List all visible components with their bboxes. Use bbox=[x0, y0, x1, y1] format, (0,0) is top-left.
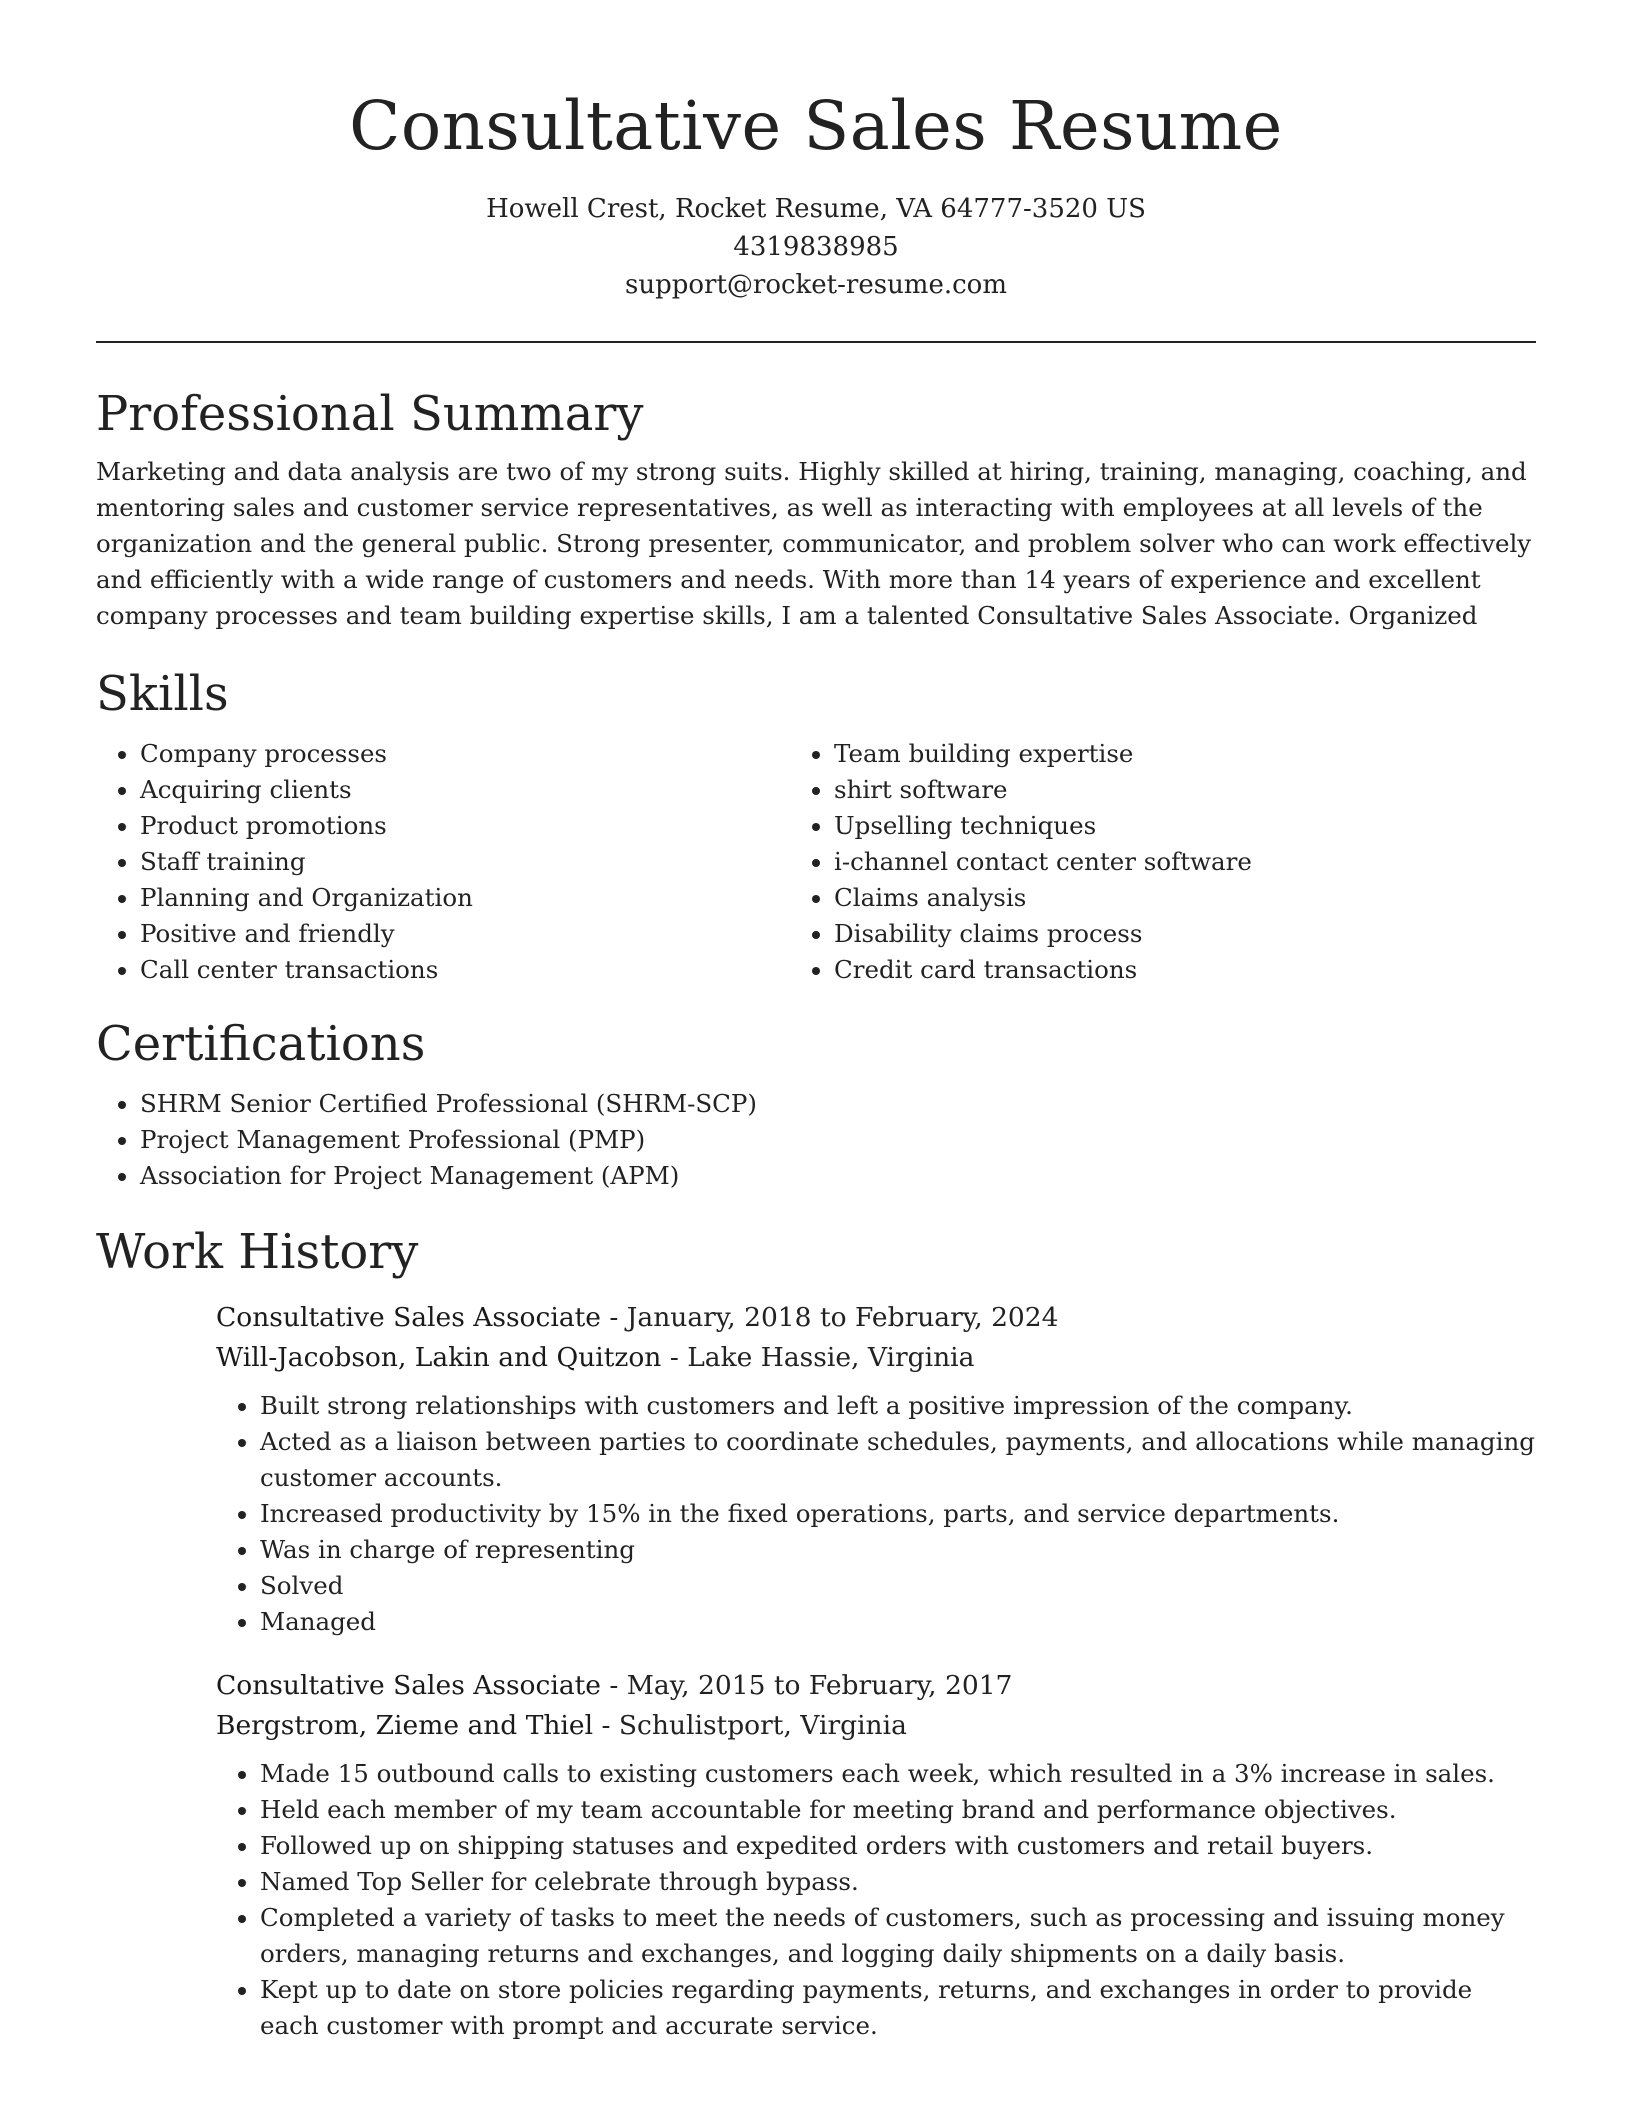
list-item: • Named Top Seller for celebrate through bypass. bbox=[260, 1864, 1536, 1900]
contact-info bbox=[0, 190, 1632, 304]
job-company-line bbox=[216, 1338, 1536, 1378]
summary-heading: Professional Summary bbox=[96, 386, 644, 442]
list-item: • Completed a variety of tasks to meet the needs of customers, such as processing and issuing money orders, managing returns and exchanges, and logging daily shipments on a daily basis. bbox=[260, 1900, 1536, 1972]
work-history-heading: Work History bbox=[96, 1224, 419, 1280]
job-location: - Schulistport, Virginia bbox=[593, 1710, 907, 1741]
job-title: Consultative Sales Associate bbox=[216, 1670, 601, 1701]
job-title-line bbox=[216, 1666, 1536, 1706]
contact-address: Howell Crest, Rocket Resume, VA 64777-3520 US bbox=[486, 194, 1146, 224]
list-item: • Held each member of my team accountable for meeting brand and performance objectives. bbox=[260, 1792, 1536, 1828]
job-bullets bbox=[216, 1388, 1536, 1640]
list-item: • shirt software bbox=[834, 772, 1484, 808]
skills-list-left bbox=[96, 736, 790, 988]
list-item: • Made 15 outbound calls to existing customers each week, which resulted in a 3% increase in sales. bbox=[260, 1756, 1536, 1792]
list-item: • Disability claims process bbox=[834, 916, 1484, 952]
certifications-section bbox=[96, 1008, 1536, 1194]
list-item: • Solved bbox=[260, 1568, 1536, 1604]
certifications-heading: Certifications bbox=[96, 1016, 426, 1072]
job-bullets bbox=[216, 1756, 1536, 2044]
resume-body bbox=[96, 378, 1536, 2044]
list-item: • Positive and friendly bbox=[140, 916, 790, 952]
contact-phone: 4319838985 bbox=[733, 232, 899, 262]
header-divider bbox=[96, 341, 1536, 343]
list-item: • Upselling techniques bbox=[834, 808, 1484, 844]
list-item: • Project Management Professional (PMP) bbox=[140, 1122, 1536, 1158]
list-item: • Acquiring clients bbox=[140, 772, 790, 808]
job-company: Bergstrom, Zieme and Thiel bbox=[216, 1710, 594, 1741]
list-item: • Association for Project Management (APM) bbox=[140, 1158, 1536, 1194]
job-title-line bbox=[216, 1298, 1536, 1338]
list-item: • Staff training bbox=[140, 844, 790, 880]
list-item: • Built strong relationships with customers and left a positive impression of the company. bbox=[260, 1388, 1536, 1424]
job-dates: - May, 2015 to February, 2017 bbox=[600, 1670, 1013, 1701]
list-item: • Product promotions bbox=[140, 808, 790, 844]
job-dates: - January, 2018 to February, 2024 bbox=[600, 1302, 1059, 1333]
contact-email: support@rocket-resume.com bbox=[624, 270, 1007, 300]
job-company-line bbox=[216, 1706, 1536, 1746]
job-entry bbox=[216, 1666, 1536, 2044]
summary-text: Marketing and data analysis are two of my strong suits. Highly skilled at hiring, training, managing, coaching, and mentoring sales and customer service representatives, as well as interacting with employees at all levels of the organization and the general public. Strong presenter, communicator, and problem solver who can work effectively and efficiently with a wide range of customers and needs. With more than 14 years of experience and excellent company processes and team building expertise skills, I am a talented Consultative Sales Associate. Organized bbox=[96, 457, 1532, 630]
resume-title: Consultative Sales Resume bbox=[349, 87, 1283, 165]
work-history-section bbox=[96, 1216, 1536, 2044]
list-item: • Acted as a liaison between parties to coordinate schedules, payments, and allocations while managing customer accounts. bbox=[260, 1424, 1536, 1496]
job-location: - Lake Hassie, Virginia bbox=[661, 1342, 975, 1373]
skills-heading: Skills bbox=[96, 666, 229, 722]
job-entry bbox=[216, 1298, 1536, 1640]
summary-section bbox=[96, 378, 1536, 634]
job-title: Consultative Sales Associate bbox=[216, 1302, 601, 1333]
list-item: • Was in charge of representing bbox=[260, 1532, 1536, 1568]
list-item: • Followed up on shipping statuses and expedited orders with customers and retail buyers. bbox=[260, 1828, 1536, 1864]
skills-section bbox=[96, 658, 1536, 988]
skills-columns bbox=[96, 736, 1536, 988]
list-item: • Claims analysis bbox=[834, 880, 1484, 916]
list-item: • Planning and Organization bbox=[140, 880, 790, 916]
skills-list-right bbox=[790, 736, 1484, 988]
list-item: • Call center transactions bbox=[140, 952, 790, 988]
list-item: • SHRM Senior Certified Professional (SHRM-SCP) bbox=[140, 1086, 1536, 1122]
job-company: Will-Jacobson, Lakin and Quitzon bbox=[216, 1342, 662, 1373]
resume-header bbox=[0, 0, 1632, 304]
list-item: • Credit card transactions bbox=[834, 952, 1484, 988]
list-item: • Managed bbox=[260, 1604, 1536, 1640]
list-item: • i-channel contact center software bbox=[834, 844, 1484, 880]
certifications-list bbox=[96, 1086, 1536, 1194]
list-item: • Team building expertise bbox=[834, 736, 1484, 772]
list-item: • Kept up to date on store policies regarding payments, returns, and exchanges in order to provide each customer with prompt and accurate service. bbox=[260, 1972, 1536, 2044]
list-item: • Company processes bbox=[140, 736, 790, 772]
list-item: • Increased productivity by 15% in the fixed operations, parts, and service departments. bbox=[260, 1496, 1536, 1532]
